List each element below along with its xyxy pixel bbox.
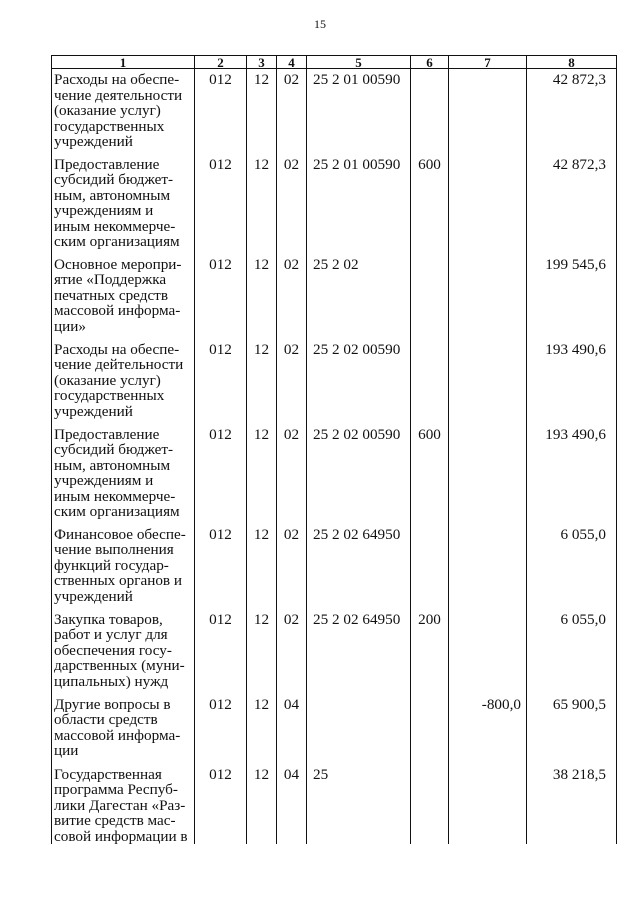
table-row bbox=[52, 339, 617, 424]
row-subsection: 04 bbox=[277, 694, 307, 764]
row-name bbox=[52, 694, 195, 764]
row-amount: 42 872,3 bbox=[527, 69, 617, 154]
row-target-article: 25 2 01 00590 bbox=[307, 154, 411, 254]
row-change-amount bbox=[449, 609, 527, 694]
row-change-amount: -800,0 bbox=[449, 694, 527, 764]
row-subsection: 02 bbox=[277, 69, 307, 154]
row-ministry-code: 012 bbox=[195, 154, 247, 254]
row-name bbox=[52, 154, 195, 254]
row-section: 12 bbox=[247, 424, 277, 524]
table-row bbox=[52, 609, 617, 694]
column-header-4: 4 bbox=[277, 56, 307, 69]
row-name-text: Финансовое обеспе- чение выполнения функций государ- ственных органов и учреждений bbox=[54, 525, 186, 605]
row-amount: 65 900,5 bbox=[527, 694, 617, 764]
row-target-article: 25 2 02 64950 bbox=[307, 609, 411, 694]
row-target-article: 25 2 02 00590 bbox=[307, 424, 411, 524]
row-name-text: Расходы на обеспе- чение дейтельности (оказание услуг) государственных учреждений bbox=[54, 340, 184, 420]
row-expense-type bbox=[411, 339, 449, 424]
page-number: 15 bbox=[314, 17, 326, 31]
row-amount: 42 872,3 bbox=[527, 154, 617, 254]
table-row bbox=[52, 524, 617, 609]
row-expense-type: 200 bbox=[411, 609, 449, 694]
table-row bbox=[52, 424, 617, 524]
row-subsection: 02 bbox=[277, 424, 307, 524]
row-change-amount bbox=[449, 524, 527, 609]
row-amount: 199 545,6 bbox=[527, 254, 617, 339]
row-expense-type: 600 bbox=[411, 424, 449, 524]
table-row bbox=[52, 254, 617, 339]
row-name-text: Предоставление субсидий бюджет- ным, автономным учреждениям и иным некоммерче- ским организациям bbox=[54, 155, 180, 250]
table-header bbox=[52, 56, 617, 69]
budget-table bbox=[51, 55, 617, 844]
row-expense-type bbox=[411, 694, 449, 764]
row-target-article bbox=[307, 694, 411, 764]
row-target-article: 25 2 02 00590 bbox=[307, 339, 411, 424]
row-expense-type: 600 bbox=[411, 154, 449, 254]
row-name bbox=[52, 69, 195, 154]
row-amount: 38 218,5 bbox=[527, 764, 617, 845]
row-section: 12 bbox=[247, 524, 277, 609]
row-change-amount bbox=[449, 154, 527, 254]
row-section: 12 bbox=[247, 339, 277, 424]
row-target-article: 25 2 02 64950 bbox=[307, 524, 411, 609]
row-change-amount bbox=[449, 254, 527, 339]
row-ministry-code: 012 bbox=[195, 524, 247, 609]
row-name-text: Расходы на обеспе- чение деятельности (оказание услуг) государственных учреждений bbox=[54, 71, 183, 150]
row-section: 12 bbox=[247, 154, 277, 254]
row-name-text: Другие вопросы в области средств массовой информа- ции bbox=[54, 695, 181, 759]
row-change-amount bbox=[449, 764, 527, 845]
row-subsection: 02 bbox=[277, 609, 307, 694]
row-section: 12 bbox=[247, 69, 277, 154]
row-amount: 193 490,6 bbox=[527, 424, 617, 524]
row-expense-type bbox=[411, 69, 449, 154]
row-name bbox=[52, 254, 195, 339]
row-amount: 6 055,0 bbox=[527, 524, 617, 609]
row-name bbox=[52, 609, 195, 694]
row-subsection: 02 bbox=[277, 154, 307, 254]
row-subsection: 02 bbox=[277, 254, 307, 339]
row-subsection: 04 bbox=[277, 764, 307, 845]
row-section: 12 bbox=[247, 764, 277, 845]
row-change-amount bbox=[449, 69, 527, 154]
table-row bbox=[52, 764, 617, 845]
row-ministry-code: 012 bbox=[195, 424, 247, 524]
row-expense-type bbox=[411, 524, 449, 609]
row-subsection: 02 bbox=[277, 339, 307, 424]
column-header-6: 6 bbox=[411, 56, 449, 69]
row-ministry-code: 012 bbox=[195, 609, 247, 694]
column-header-7: 7 bbox=[449, 56, 527, 69]
row-expense-type bbox=[411, 254, 449, 339]
row-expense-type bbox=[411, 764, 449, 845]
row-ministry-code: 012 bbox=[195, 694, 247, 764]
row-section: 12 bbox=[247, 609, 277, 694]
row-target-article: 25 2 02 bbox=[307, 254, 411, 339]
table-row bbox=[52, 154, 617, 254]
row-name-text: Закупка товаров, работ и услуг для обеспечения госу- дарственных (муни- ципальных) нужд bbox=[54, 610, 185, 690]
table-row bbox=[52, 694, 617, 764]
column-header-1: 1 bbox=[52, 56, 195, 69]
column-header-2: 2 bbox=[195, 56, 247, 69]
row-ministry-code: 012 bbox=[195, 764, 247, 845]
row-target-article: 25 bbox=[307, 764, 411, 845]
row-amount: 193 490,6 bbox=[527, 339, 617, 424]
column-header-5: 5 bbox=[307, 56, 411, 69]
row-name bbox=[52, 339, 195, 424]
column-header-8: 8 bbox=[527, 56, 617, 69]
row-name bbox=[52, 764, 195, 845]
row-amount: 6 055,0 bbox=[527, 609, 617, 694]
row-section: 12 bbox=[247, 694, 277, 764]
row-name-text: Государственная программа Респуб- лики Дагестан «Раз- витие средств мас- совой информации в bbox=[54, 765, 188, 845]
row-change-amount bbox=[449, 339, 527, 424]
row-section: 12 bbox=[247, 254, 277, 339]
row-ministry-code: 012 bbox=[195, 69, 247, 154]
row-name-text: Основное меропри- ятие «Поддержка печатных средств массовой информа- ции» bbox=[54, 255, 182, 335]
row-name bbox=[52, 524, 195, 609]
row-ministry-code: 012 bbox=[195, 339, 247, 424]
row-ministry-code: 012 bbox=[195, 254, 247, 339]
row-name-text: Предоставление субсидий бюджет- ным, автономным учреждениям и иным некоммерче- ским организациям bbox=[54, 425, 180, 520]
row-name bbox=[52, 424, 195, 524]
table-body bbox=[52, 69, 617, 845]
row-target-article: 25 2 01 00590 bbox=[307, 69, 411, 154]
row-subsection: 02 bbox=[277, 524, 307, 609]
table-row bbox=[52, 69, 617, 154]
row-change-amount bbox=[449, 424, 527, 524]
header-row bbox=[52, 56, 617, 69]
column-header-3: 3 bbox=[247, 56, 277, 69]
